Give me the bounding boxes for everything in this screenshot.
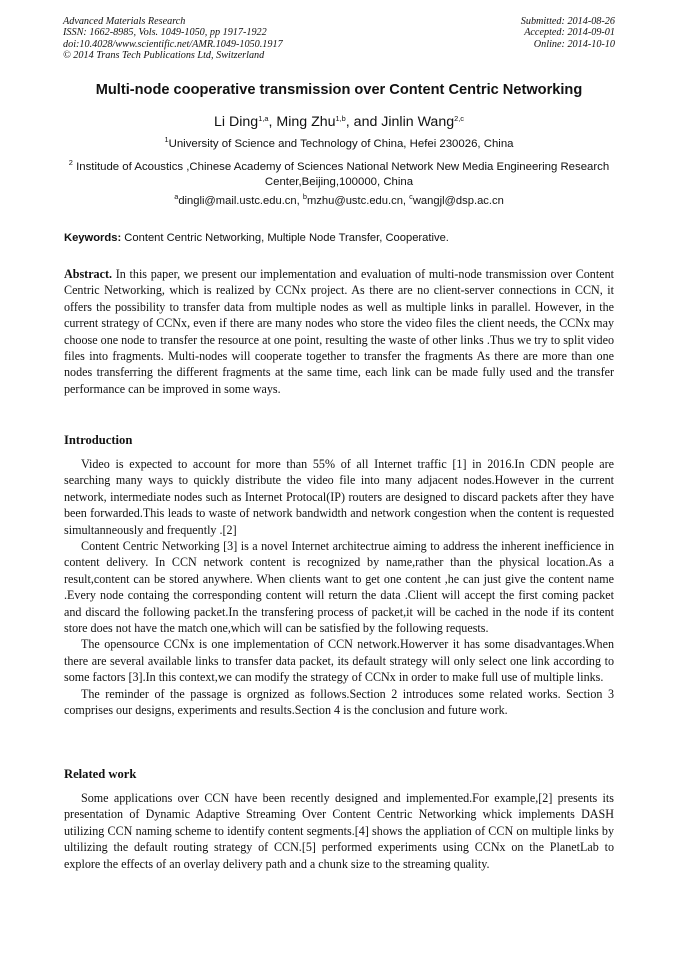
affiliation-text: University of Science and Technology of China, Hefei 230026, China bbox=[168, 138, 514, 150]
paragraph: The reminder of the passage is orgnized as follows.Section 2 introduces some related works. Section 3 comprises our designs, experiments and results.Section 4 is the conclusion and future work. bbox=[64, 686, 614, 718]
affiliation-text: Institude of Acoustics ,Chinese Academy of Sciences National Network New Media Engineering Research Center,Beijing,100000, China bbox=[72, 161, 610, 188]
paragraph: The opensource CCNx is one implementation of CCN network.Howerver it has some disadvantages.When there are several available links to transfer data packet, its default strategy will only select one link according to some factors [3].In this context,we can modify the strategy of CCNx in order to make full use of multiple links. bbox=[64, 637, 614, 685]
paragraph: Content Centric Networking [3] is a novel Internet architectrue aiming to address the inherent inefficience in content delivery. In CCN network content is recognized by name,rather than the physical location.As a result,content can be stored anywhere. When clients want to get one content ,he can just give the content name .Every node containg the corresponding content will return the data .Client will accept the first coming packet and discard the following packet.In the transfering process of packet,it will be cached in the node if its content store does not have the match one,which will can be satisfied by the following requests. bbox=[64, 539, 614, 636]
author-name: Jinlin Wang bbox=[381, 114, 455, 130]
section-heading-introduction: Introduction bbox=[64, 433, 133, 447]
issn-line: ISSN: 1662-8985, Vols. 1049-1050, pp 1917-1922 bbox=[63, 27, 267, 39]
introduction-body bbox=[64, 456, 614, 719]
email-list bbox=[0, 192, 678, 207]
email-address[interactable]: wangjl@dsp.ac.cn bbox=[412, 195, 504, 207]
abstract bbox=[64, 266, 614, 397]
author-name: Ming Zhu bbox=[276, 114, 336, 130]
email-sup: a bbox=[174, 192, 179, 201]
author-sup: 1,a bbox=[258, 114, 269, 123]
affiliation-sup: 1 bbox=[164, 135, 169, 144]
paragraph: Some applications over CCN have been recently designed and implemented.For example,[2] presents its presentation of Dynamic Adaptive Streaming Over Content Centric Networking whick implements DASH utilizing CCN naming scheme to identify content segments.[4] shows the appliation of CCN on multiple links by ultilizing the default routing strategy of CCN.[5] performed experiments using CCNx on the PlanetLab to explore the effects of an overlay delivery path and a chunk size to the streaming quality. bbox=[64, 791, 614, 871]
accepted-date: Accepted: 2014-09-01 bbox=[524, 27, 615, 39]
email-sup: c bbox=[409, 192, 413, 201]
author-list bbox=[0, 114, 678, 130]
doi-line: doi:10.4028/www.scientific.net/AMR.1049-1050.1917 bbox=[63, 38, 283, 50]
copyright-line: © 2014 Trans Tech Publications Ltd, Switzerland bbox=[63, 50, 265, 62]
related-work-body bbox=[64, 790, 614, 872]
author-name: Li Ding bbox=[214, 114, 259, 130]
keywords-label: Keywords: bbox=[64, 232, 122, 244]
email-address[interactable]: dingli@mail.ustc.edu.cn, bbox=[178, 195, 303, 207]
author-sep: , and bbox=[345, 114, 382, 130]
section-heading-related-work: Related work bbox=[64, 767, 137, 781]
journal-name: Advanced Materials Research bbox=[63, 16, 186, 27]
keywords-text: Content Centric Networking, Multiple Node Transfer, Cooperative. bbox=[121, 232, 449, 244]
email-address[interactable]: mzhu@ustc.edu.cn, bbox=[306, 195, 410, 207]
dates-header bbox=[521, 16, 615, 50]
email-sup: b bbox=[302, 192, 307, 201]
paragraph: Video is expected to account for more than 55% of all Internet traffic [1] in 2016.In CDN people are searching many ways to quickly distribute the video file into many adjacent nodes.However in the current network, intermediate nodes such as Internet Protocal(IP) routers are designed to discard packets after they have been forwarded.This leads to waste of network bandwidth and network congestion when the content is requested simultanneously and frequently .[2] bbox=[64, 457, 614, 537]
author-sep: , bbox=[268, 114, 277, 130]
paper-title: Multi-node cooperative transmission over Content Centric Networking bbox=[95, 82, 583, 98]
abstract-label: Abstract. bbox=[64, 267, 113, 281]
abstract-text: In this paper, we present our implementation and evaluation of multi-node transmission over Content Centric Networking, which is realized by CCNx project. As there are no client-server connections in CCN, it offers the possibility to transfer data from multiple nodes as well as multiple links in parallel. However, in the current strategy of CCNx, even if there are many nodes who store the video files the client needs, the CCNx may choose one node to transfer the resource at one point, resulting the waste of other links .Thus we try to split video files into fragments. Multi-nodes will cooperate together to transfer the fragments As there are more than one nodes transferring the different fragments at the same time, each link can be made fully used and the transfer performance can be improved in some ways. bbox=[64, 267, 614, 396]
keywords bbox=[64, 232, 614, 244]
author-sup: 2,c bbox=[454, 114, 464, 123]
affiliation-sup: 2 bbox=[68, 158, 73, 167]
affiliation-2 bbox=[60, 160, 618, 189]
affiliation-1 bbox=[60, 137, 618, 152]
journal-header bbox=[63, 16, 283, 62]
submitted-date: Submitted: 2014-08-26 bbox=[520, 16, 615, 27]
author-sup: 1,b bbox=[335, 114, 346, 123]
online-date: Online: 2014-10-10 bbox=[533, 38, 615, 50]
